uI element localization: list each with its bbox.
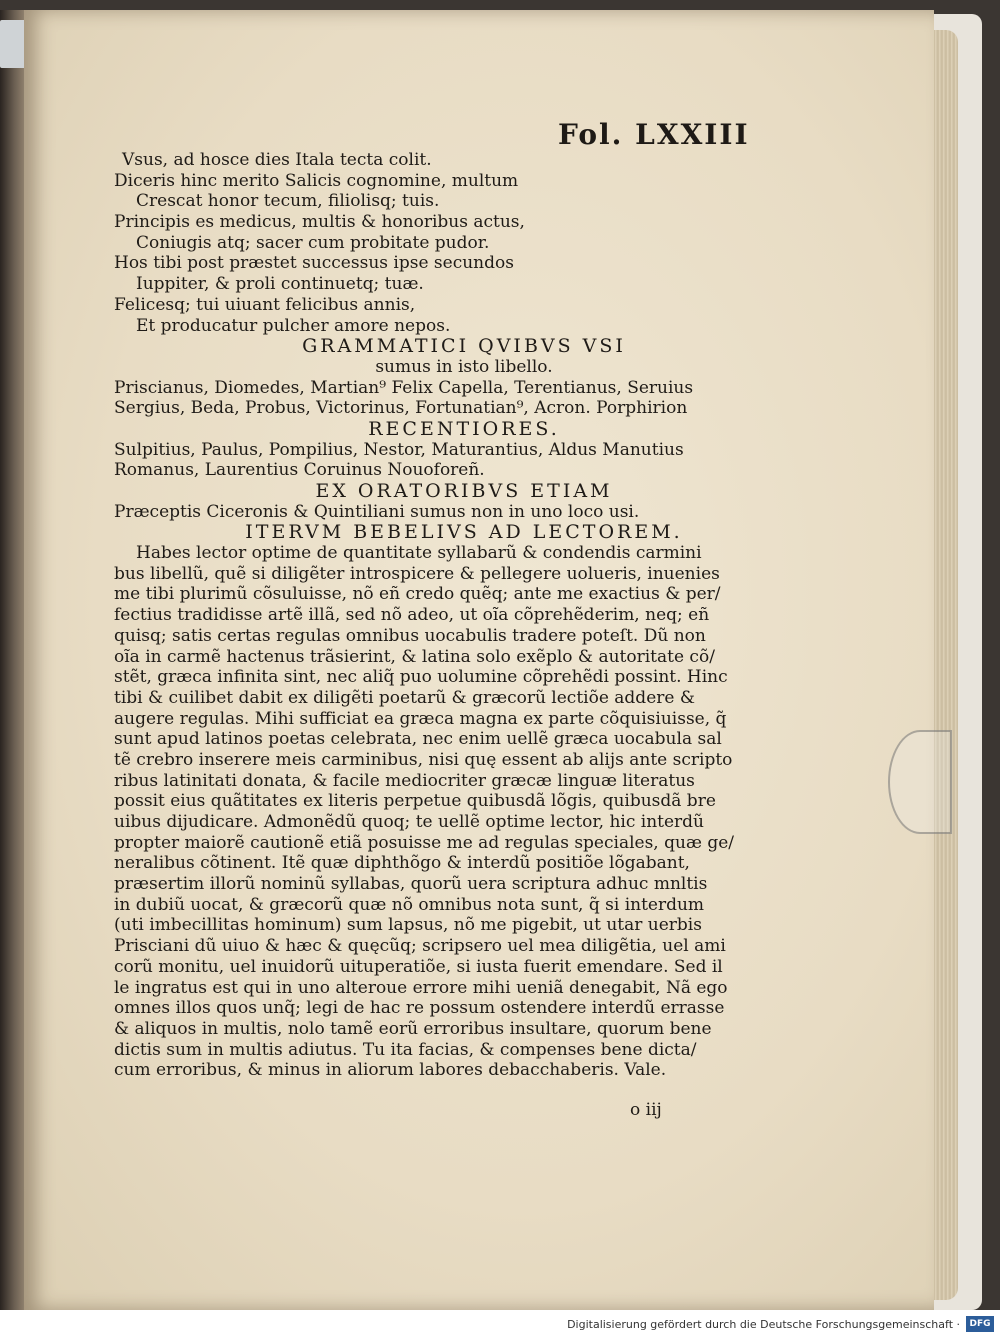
text-line: tẽ crebro inserere meis carminibus, nisi quę essent ab alijs ante scripto [114,749,733,770]
text-line: possit eius quãtitates ex literis perpetue quibusdã lõgis, quibusdã bre [114,791,716,812]
verse-line: Vsus, ad hosce dies Itala tecta colit. [122,150,432,170]
text-line: & aliquos in multis, nolo tamẽ eorũ erroribus insultare, quorum bene [114,1018,712,1039]
text-line: dictis sum in multis adiutus. Tu ita facias, & compenses bene dicta/ [114,1039,697,1060]
text-line: neralibus cõtinent. Itẽ quæ diphthõgo & interdũ positiõe lõgabant, [114,853,690,874]
page-text [114,150,774,1081]
dfg-logo: DFG [966,1316,994,1332]
text-line: sunt apud latinos poetas celebrata, nec enim uellẽ græca uocabula sal [114,729,722,750]
verse-line: Et producatur pulcher amore nepos. [136,315,451,336]
text-line: bus libellũ, quẽ si diligẽter introspicere & pellegere uolueris, inuenies [114,563,720,584]
verse-line: Hos tibi post præstet successus ipse secundos [114,253,514,274]
text-line: Sulpitius, Paulus, Pompilius, Nestor, Maturantius, Aldus Manutius [114,439,684,460]
text-line: præsertim illorũ nominũ syllabas, quorũ uera scriptura adhuc mnltis [114,874,708,895]
text-line: cum erroribus, & minus in aliorum labores debacchaberis. Vale. [114,1060,667,1081]
verse-line: Iuppiter, & proli continuetq; tuæ. [136,274,424,295]
text-line: tibi & cuilibet dabit ex diligẽti poetarũ & græcorũ lectiõe addere & [114,687,695,708]
text-line: Sergius, Beda, Probus, Victorinus, Fortunatian⁹, Acron. Porphirion [114,398,688,419]
text-line: stẽt, græca infinita sint, nec aliq̃ puo uolumine cõprehẽdi possint. Hinc [114,667,728,688]
verse-line: Crescat honor tecum, filiolisq; tuis. [136,191,440,212]
paper-clip [888,730,952,834]
text-line: corũ monitu, uel inuidorũ uituperatiõe, si iusta fuerit emendare. Sed il [114,956,723,977]
verse-line: Coniugis atq; sacer cum probitate pudor. [136,232,490,253]
section-subheading: sumus in isto libello. [375,356,553,377]
text-line: augere regulas. Mihi sufficiat ea græca magna ex parte cõquisiuisse, q̃ [114,708,727,729]
section-heading: RECENTIORES. [368,418,560,440]
text-line: oĩa in carmẽ hactenus trãsierint, & latina solo exẽplo & autoritate cõ/ [114,646,715,667]
text-line: in dubiũ uocat, & græcorũ quæ nõ omnibus nota sunt, q̃ si interdum [114,894,705,915]
text-line: Prisciani dũ uiuo & hæc & quęcũq; scripsero uel mea diligẽtia, uel ami [114,936,726,957]
funding-notice: Digitalisierung gefördert durch die Deutsche Forschungsgemeinschaft · [567,1318,960,1331]
text-line: uibus dijudicare. Admonẽdũ quoq; te uellẽ optime lector, hic interdũ [114,812,705,832]
verse-line: Principis es medicus, multis & honoribus actus, [114,212,525,233]
signature-mark: o iij [630,1100,662,1120]
section-heading: ITERVM BEBELIVS AD LECTOREM. [245,522,683,544]
text-line: ribus latinitati donata, & facile mediocriter græcæ linguæ literatus [114,770,695,791]
text-line: (uti imbecillitas hominum) sum lapsus, nõ me pigebit, ut utar uerbis [114,915,702,936]
text-line: fectius tradidisse artẽ illã, sed nõ adeo, ut oĩa cõprehẽderim, neq; eñ [114,605,710,626]
book-spine-left [0,10,24,1310]
section-heading: GRAMMATICI QVIBVS VSI [302,336,626,357]
text-line: Priscianus, Diomedes, Martian⁹ Felix Capella, Terentianus, Seruius [114,377,694,398]
text-line: omnes illos quos unq̃; legi de hac re possum ostendere interdũ errasse [114,998,725,1019]
text-line: Romanus, Laurentius Coruinus Nouoforeñ. [114,460,485,481]
folio-header: Fol. LXXIII [558,118,750,151]
section-heading: EX ORATORIBVS ETIAM [315,481,613,502]
text-line: Habes lector optime de quantitate syllabarũ & condendis carmini [136,543,702,564]
text-line: propter maiorẽ cautionẽ etiã posuisse me ad regulas speciales, quæ ge/ [114,832,734,853]
verse-line: Diceris hinc merito Salicis cognomine, multum [114,170,519,191]
text-line: quisq; satis certas regulas omnibus uocabulis tradere poteſt. Dũ non [114,625,706,646]
text-line: Præceptis Ciceronis & Quintiliani sumus non in uno loco usi. [114,501,640,522]
text-line: me tibi plurimũ cõsuluisse, nõ eñ credo quẽq; ante me exactius & per/ [114,584,721,605]
footer-bar [0,1310,1000,1340]
verse-line: Felicesq; tui uiuant felicibus annis, [114,294,416,315]
text-line: le ingratus est qui in uno alteroue errore mihi ueniã denegabit, Nã ego [114,977,728,998]
